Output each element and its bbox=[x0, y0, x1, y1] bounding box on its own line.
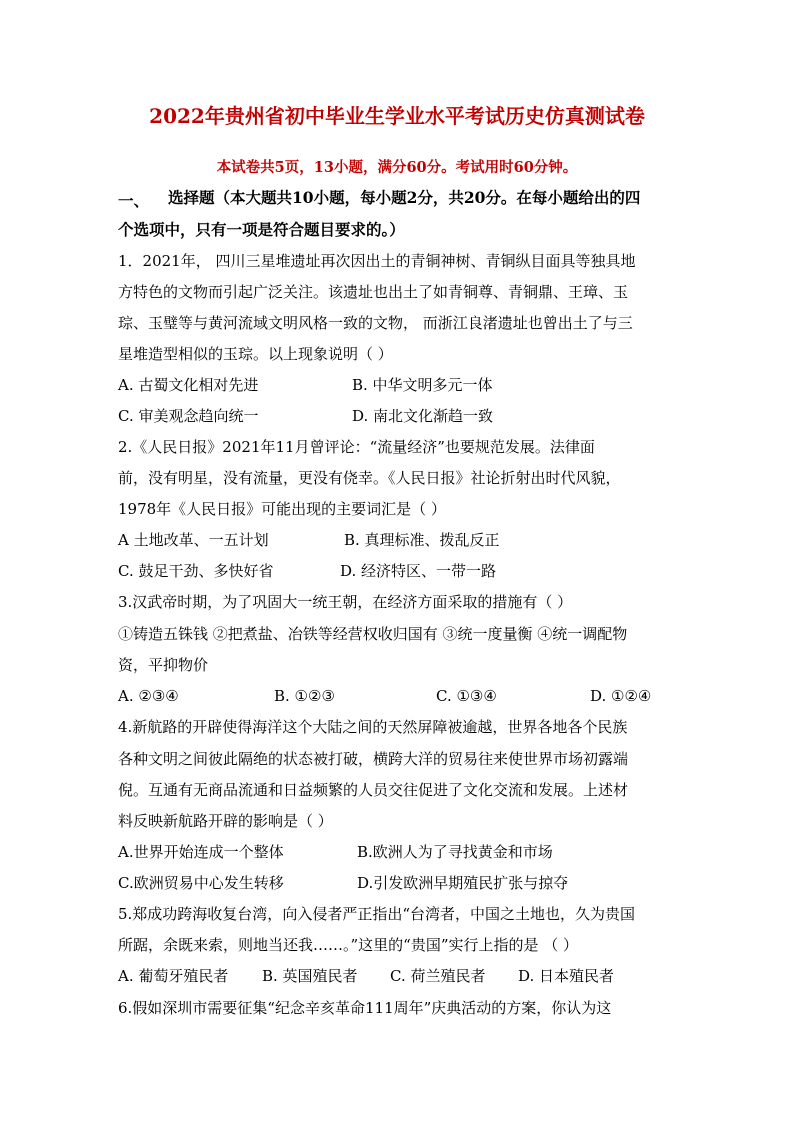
q4-line2: 各种文明之间彼此隔绝的状态被打破，横跨大洋的贸易往来使世界市场初露端 bbox=[118, 750, 629, 768]
q2-option-d: D. 经济特区、一带一路 bbox=[340, 562, 497, 580]
q1-option-d: D. 南北文化渐趋一致 bbox=[352, 407, 494, 425]
q3-option-b: B. ①②③ bbox=[274, 687, 335, 705]
q4-option-b: B.欧洲人为了寻找黄金和市场 bbox=[357, 843, 553, 861]
q5-option-d: D. 日本殖民者 bbox=[518, 967, 615, 985]
q2-option-a: A 土地改革、一五计划 bbox=[118, 531, 269, 549]
q3-option-d: D. ①②④ bbox=[590, 687, 652, 705]
q1-option-c: C. 审美观念趋向统一 bbox=[118, 407, 259, 425]
section-number: 一、 bbox=[118, 191, 150, 210]
q3-line3: 资，平抑物价 bbox=[118, 656, 209, 674]
q3-option-c: C. ①③④ bbox=[436, 687, 497, 705]
q5-line2: 所踞，余既来索，则地当还我……。”这里的“贵国”实行上指的是 （ ） bbox=[118, 936, 579, 954]
section-heading-line1: 选择题（本大题共10小题，每小题2分，共20分。在每小题给出的四 bbox=[168, 188, 641, 207]
q6-line1: 6.假如深圳市需要征集“纪念辛亥革命111周年”庆典活动的方案，你认为这 bbox=[118, 999, 612, 1017]
q2-option-c: C. 鼓足干劲、多快好省 bbox=[118, 562, 274, 580]
q2-option-b: B. 真理标准、拨乱反正 bbox=[344, 531, 500, 549]
exam-subtitle: 本试卷共5页，13小题，满分60分。考试用时60分钟。 bbox=[216, 159, 578, 176]
q3-option-a: A. ②③④ bbox=[118, 687, 179, 705]
q5-line1: 5.郑成功跨海收复台湾，向入侵者严正指出“台湾者，中国之土地也，久为贵国 bbox=[118, 905, 635, 923]
section-heading-line2: 个选项中，只有一项是符合题目要求的。） bbox=[118, 220, 405, 239]
exam-title: 2022年贵州省初中毕业生学业水平考试历史仿真测试卷 bbox=[149, 104, 645, 128]
q1-line4: 星堆造型相似的玉琮。以上现象说明（ ） bbox=[118, 345, 393, 363]
q2-line3: 1978年《人民日报》可能出现的主要词汇是（ ） bbox=[118, 500, 446, 518]
q5-option-a: A. 葡萄牙殖民者 bbox=[118, 967, 229, 985]
q5-option-b: B. 英国殖民者 bbox=[262, 967, 358, 985]
q1-line3: 琮、玉璧等与黄河流域文明风格一致的文物， 而浙江良渚遗址也曾出土了与三 bbox=[118, 314, 633, 332]
q1-line1: 1．2021年， 四川三星堆遗址再次因出土的青铜神树、青铜纵目面具等独具地 bbox=[118, 252, 636, 270]
q1-line2: 方特色的文物而引起广泛关注。该遗址也出土了如青铜尊、青铜鼎、王璋、玉 bbox=[118, 283, 629, 301]
q4-line1: 4.新航路的开辟使得海洋这个大陆之间的天然屏障被逾越，世界各地各个民族 bbox=[118, 718, 628, 736]
q5-option-c: C. 荷兰殖民者 bbox=[390, 967, 486, 985]
q1-option-b: B. 中华文明多元一体 bbox=[352, 376, 493, 394]
q2-line1: 2.《人民日报》2021年11月曾评论：“流量经济”也要规范发展。法律面 bbox=[118, 438, 595, 456]
q1-option-a: A. 古蜀文化相对先进 bbox=[118, 376, 259, 394]
q4-option-c: C.欧洲贸易中心发生转移 bbox=[118, 874, 284, 892]
q4-option-a: A.世界开始连成一个整体 bbox=[118, 843, 284, 861]
q2-line2: 前，没有明星，没有流量，更没有侥幸。《人民日报》社论折射出时代风貌， bbox=[118, 469, 621, 487]
q3-line1: 3.汉武帝时期，为了巩固大一统王朝，在经济方面采取的措施有（ ） bbox=[118, 593, 573, 611]
q4-option-d: D.引发欧洲早期殖民扩张与掠夺 bbox=[357, 874, 569, 892]
q4-line3: 倪。互通有无商品流通和日益频繁的人员交往促进了文化交流和发展。上述材 bbox=[118, 781, 629, 799]
q3-line2: ①铸造五铢钱 ②把煮盐、冶铁等经营权收归国有 ③统一度量衡 ④统一调配物 bbox=[118, 625, 628, 643]
q4-line4: 料反映新航路开辟的影响是（ ） bbox=[118, 812, 333, 830]
